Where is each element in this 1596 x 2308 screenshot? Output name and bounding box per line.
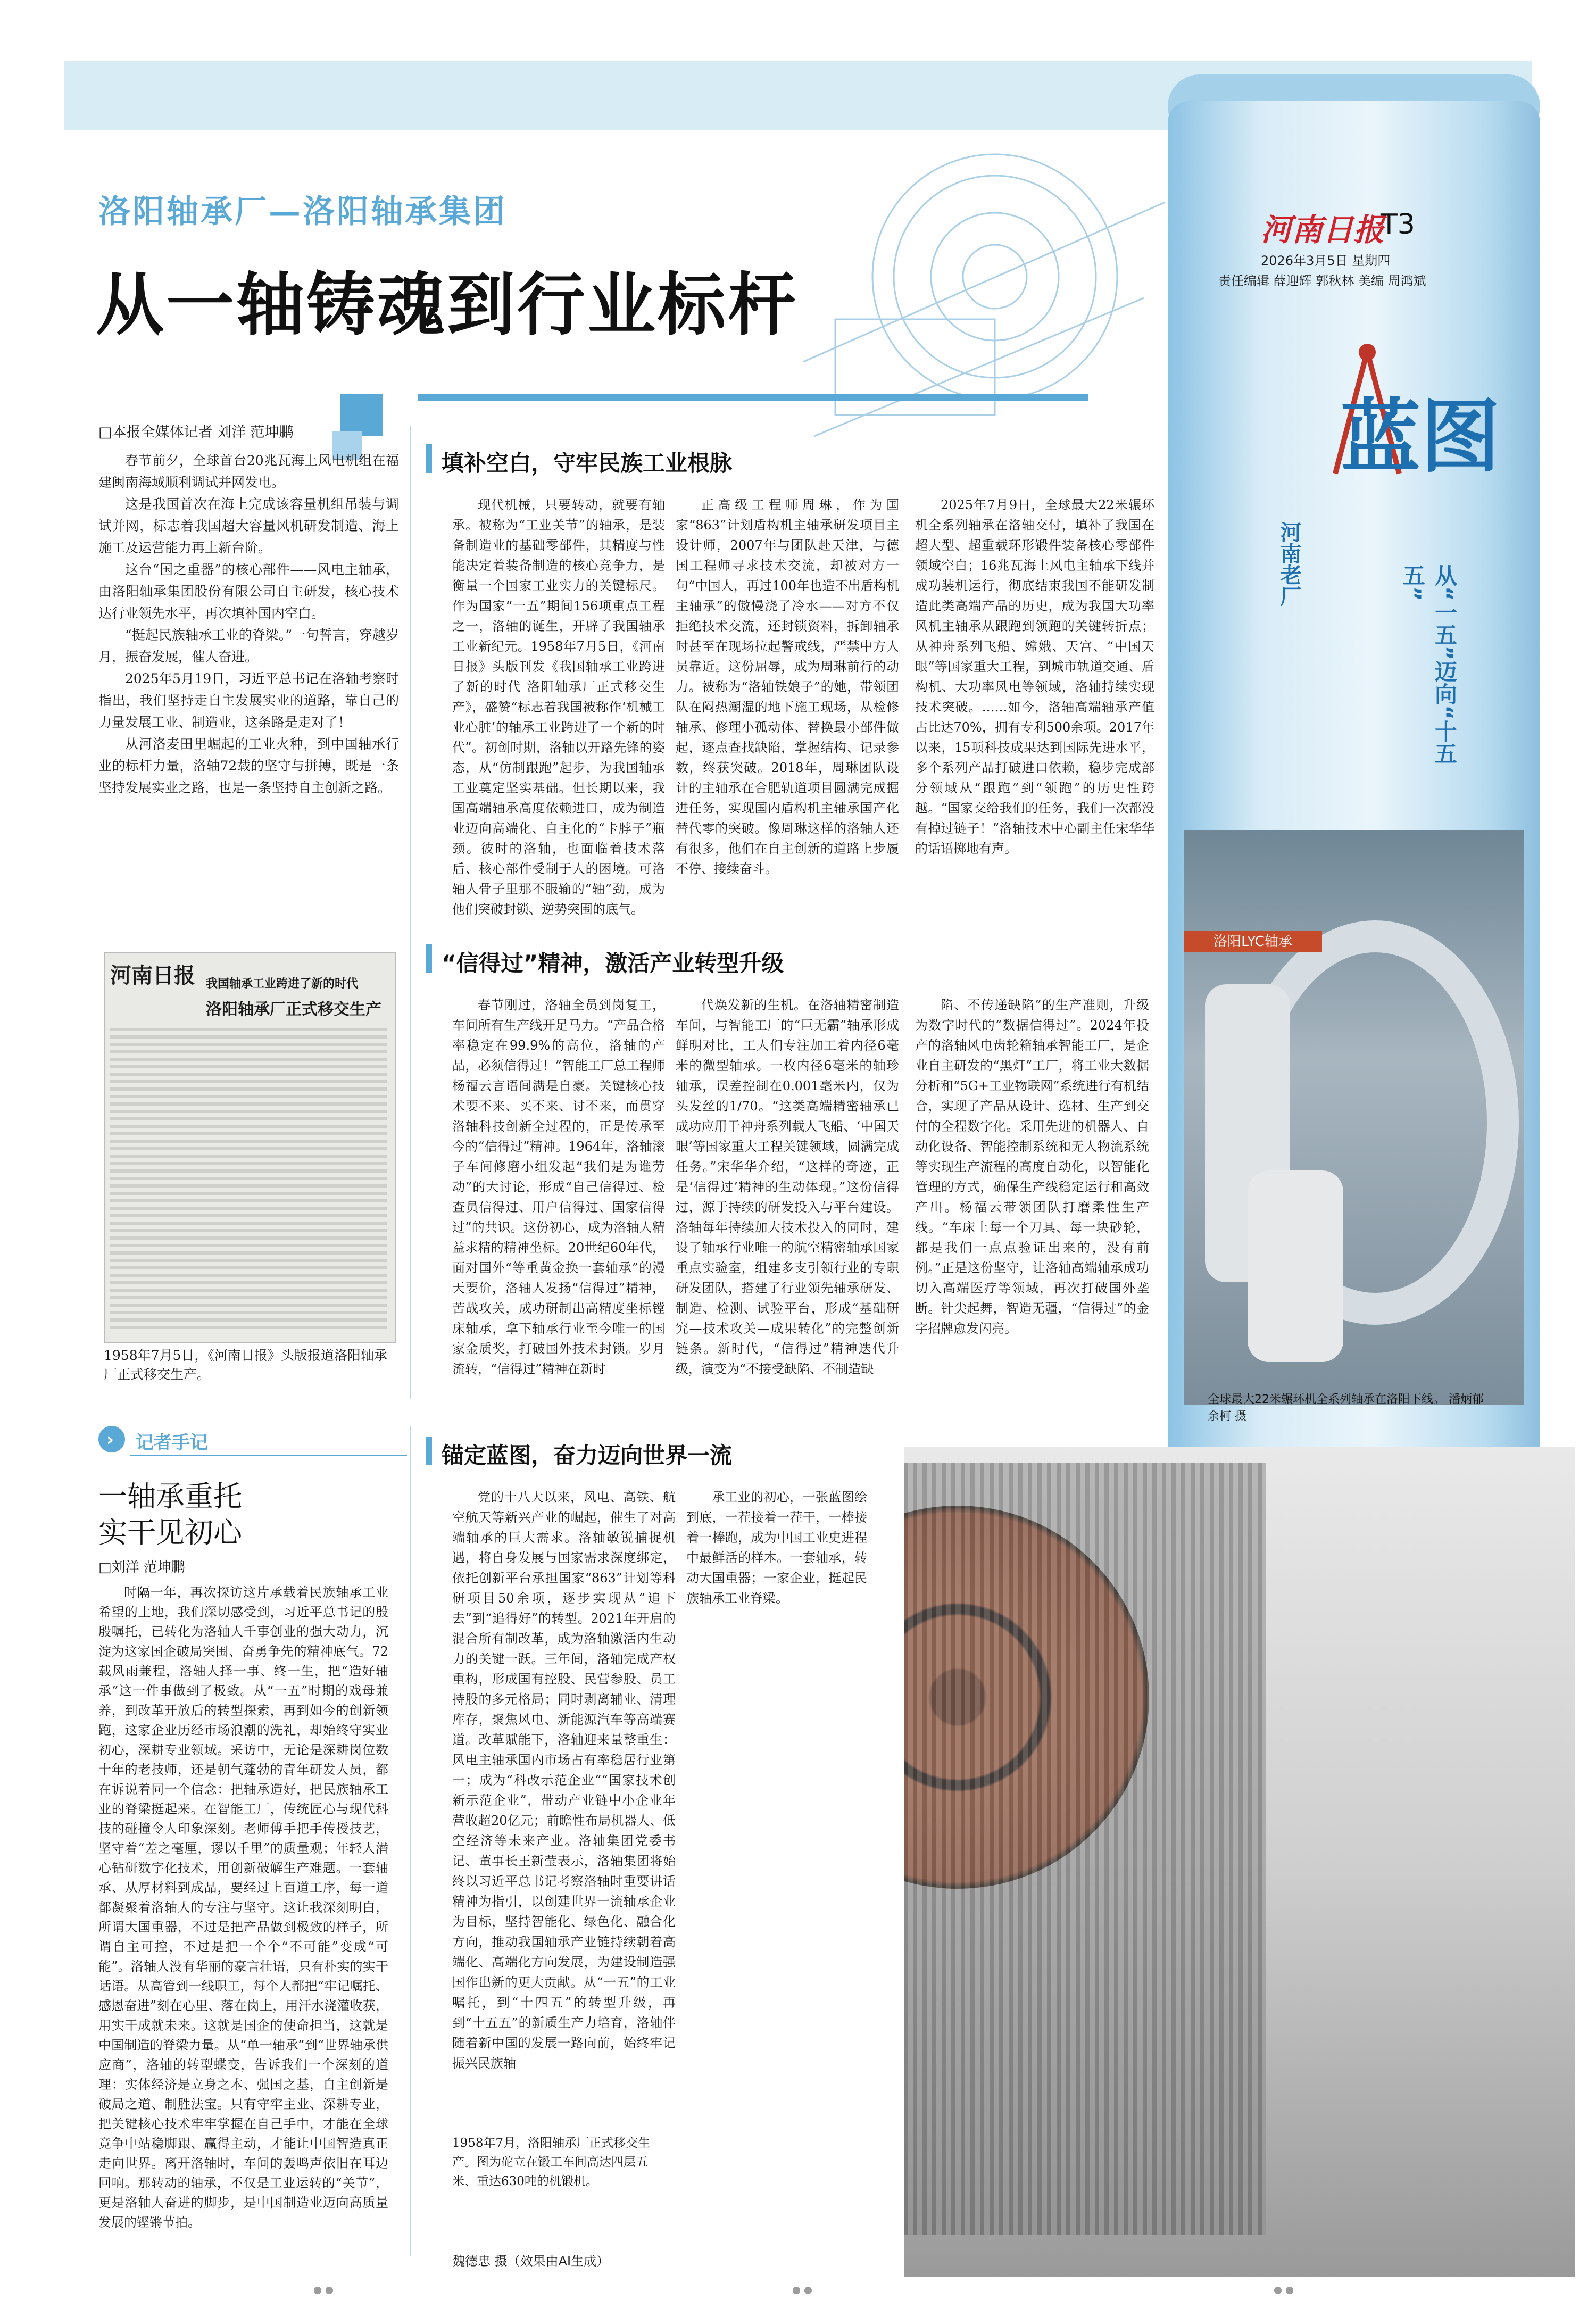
art-caption: 1958年7月，洛阳轴承厂正式移交生产。图为砣立在锻工车间高达四层五米、重达630吨的机锻机。 [452,2136,651,2188]
art-credit: 魏德忠 摄（效果由AI生成） [452,2254,610,2269]
column-rule [410,1426,411,2256]
paragraph: 2025年7月9日，全球最大22米辗环机全系列轴承在洛轴交付，填补了我国在超大型、超重载环形锻件装备核心零部件领域空白；16兆瓦海上风电主轴承下线并成功装机运行，彻底结束我国不能研发制造此类高端产品的历史，成为我国大功率风机主轴承从跟跑到领跑的关键转折点；从神舟系列飞船、嫦娥、天宫、“中国天眼”等国家重大工程，到城市轨道交通、盾构机、大功率风电等领域，洛轴持续实现技术突破。……如今，洛轴高端轴承产值占比达70%，拥有专利500余项。2017年以来，15项科技成果达到国际先进水平，多个系列产品打破进口依赖，稳步完成部分领域从“跟跑”到“领跑”的历史性跨越。“国家交给我们的任务，我们一次都没有掉过链子！”洛轴技术中心副主任宋华华的话语掷地有声。 [915,497,1154,856]
commentary-label: 记者手记 [136,1432,208,1454]
chevron-glyph: › [106,1429,114,1450]
bearing-photo-caption: 全球最大22米辗环机全系列轴承在洛阳下线。 潘炳郁 余柯 摄 [1208,1393,1484,1423]
page-dot [804,2287,812,2294]
section3-column [452,1487,676,2073]
lead-paragraph: 这台“国之重器”的核心部件——风电主轴承，由洛阳轴承集团股份有限公司自主研发，核心技术达行业领先水平，再次填补国内空白。 [98,562,399,621]
page-dot [326,2287,333,2294]
lead-paragraph: 从河洛麦田里崛起的工业火种，到中国轴承行业的标杆力量，洛轴72载的坚守与拼搏，既是一条坚持发展实业之路，也是一条坚持自主创新之路。 [98,736,399,795]
section-marker [426,944,432,973]
deco-square [340,394,383,436]
section-marker [426,1437,432,1465]
machine-body-artwork [894,1463,1266,2235]
section-heading: “信得过”精神，激活产业转型升级 [442,950,784,976]
byline: □本报全媒体记者 刘洋 范坤鹏 [98,424,294,441]
lead-paragraph: 春节前夕，全球首台20兆瓦海上风电机组在福建闽南海域顺利调试并网发电。 [98,453,399,490]
paragraph: 现代机械，只要转动，就要有轴承。被称为“工业关节”的轴承，是装备制造业的基础零部件，其精度与性能决定着装备制造的核心竞争力，是衡量一个国家工业实力的关键标尺。作为国家“一五”期间156项重点工程之一，洛轴的诞生，开辟了我国轴承工业新纪元。1958年7月5日，《河南日报》头版刊发《我国轴承工业跨进了新的时代 洛阳轴承厂正式移交生产》，盛赞“标志着我国被称作‘机械工业心脏’的轴承工业跨进了一个新的时代”。初创时期，洛轴以开路先锋的姿态，从“仿制跟跑”起步，为我国轴承工业奠定坚实基础。但长期以来，我国高端轴承高度依赖进口，成为制造业迈向高端化、自主化的“卡脖子”瓶颈。彼时的洛轴，也面临着技术落后、核心部件受制于人的困境。可洛轴人骨子里那不服输的“轴”劲，成为他们突破封锁、逆势突围的底气。 [452,497,665,917]
paragraph: 陷、不传递缺陷”的生产准则，升级为数字时代的“数据信得过”。2024年投产的洛轴风电齿轮箱轴承智能工厂，是企业自主研发的“黑灯”工厂，将工业大数据分析和“5G+工业物联网”系统进行有机结合，实现了产品从设计、选材、生产到交付的全程数字化。采用先进的机器人、自动化设备、智能控制系统和无人物流系统等实现生产流程的高度自动化，以智能化管理的方式，确保生产线稳定运行和高效产出。杨福云带领团队打磨柔性生产线。“车床上每一个刀具、每一块砂轮，都是我们一点点验证出来的，没有前例。”正是这份坚守，让洛轴高端轴承成功切入高端医疗等领域，再次打破国外垄断。针尖起舞，智造无疆，“信得过”的金字招牌愈发闪亮。 [915,998,1149,1336]
archival-headline: 洛阳轴承厂正式移交生产 [206,1000,381,1019]
section-heading: 填补空白，守牢民族工业根脉 [442,450,733,476]
masthead-logo: 河南日报 [1261,212,1385,248]
section1-column [676,495,899,879]
section1-column [452,495,665,919]
commentary-title: 实干见初心 [98,1516,242,1549]
dateline: 2026年3月5日 星期四 [1261,253,1391,268]
archival-headline: 我国轴承工业跨进了新的时代 [206,977,359,991]
section2-column [915,995,1149,1339]
factory-sign: 洛阳LYC轴承 [1184,931,1322,952]
commentary-title: 一轴承重托 [98,1480,242,1513]
page-number: T3 [1381,209,1415,240]
column-rule [410,426,411,1399]
page-dot [314,2287,321,2294]
paragraph: 春节刚过，洛轴全员到岗复工，车间所有生产线开足马力。“产品合格率稳定在99.9%的高位，洛轴的产品，必须信得过！”智能工厂总工程师杨福云言语间满是自豪。关键核心技术要不来、买不来、讨不来，而贯穿洛轴科技创新全过程的，正是传承至今的“信得过”精神。1964年，洛轴滚子车间修磨小组发起“我们是为谁劳动”的大讨论，形成“自己信得过、检查员信得过、用户信得过、国家信得过”的共识。这份初心，成为洛轴人精益求精的精神坐标。20世纪60年代，面对国外“等重黄金换一套轴承”的漫天要价，洛轴人发扬“信得过”精神，苦战攻关，成功研制出高精度坐标镗床轴承，拿下轴承行业至今唯一的国家金质奖，打破国外技术封锁。岁月流转，“信得过”精神在新时 [452,998,665,1376]
paragraph: 承工业的初心，一张蓝图绘到底，一茬接着一茬干，一棒接着一棒跑，成为中国工业史进程中最鲜活的样本。一套轴承，转动大国重器；一家企业，挺起民族轴承工业脊梁。 [686,1490,867,1606]
commentary-body [98,1583,388,2253]
page-dot [1274,2287,1282,2294]
section3-column [686,1487,867,1608]
page-dot [1286,2287,1293,2294]
bearing-photo [1184,830,1524,1405]
archival-caption: 1958年7月5日，《河南日报》头版报道洛阳轴承厂正式移交生产。 [104,1348,387,1382]
editor-credits: 责任编辑 薛迎辉 郭秋林 美编 周鸿斌 [1218,273,1426,288]
worker-figure [1248,1170,1343,1362]
lead-paragraph: “挺起民族轴承工业的脊梁。”一句誓言，穿越岁月，振奋发展，催人奋进。 [98,627,399,665]
commentary-rule [130,1455,407,1456]
section2-column [452,995,665,1379]
column-subtitle: 河南老厂 [1277,521,1301,607]
column-title-char: 蓝图 [1341,391,1501,484]
lead-column [98,450,399,799]
archival-newspaper-image [104,952,396,1343]
paragraph: 党的十八大以来，风电、高铁、航空航天等新兴产业的崛起，催生了对高端轴承的巨大需求。洛轴敏锐捕捉机遇，将自身发展与国家需求深度绑定，依托创新平台承担国家“863”计划等科研项目50余项，逐步实现从“追下去”到“追得好”的转型。2021年开启的混合所有制改革，成为洛轴激活内生动力的关键一跃。三年间，洛轴完成产权重构，形成国有控股、民营参股、员工持股的多元格局；同时剥离辅业、清理库存，聚焦风电、新能源汽车等高端赛道。改革赋能下，洛轴迎来量整重生：风电主轴承国内市场占有率稳居行业第一；成为“科改示范企业”“国家技术创新示范企业”，带动产业链中小企业年营收超20亿元；前瞻性布局机器人、低空经济等未来产业。洛轴集团党委书记、董事长王新莹表示，洛轴集团将始终以习近平总书记考察洛轴时重要讲话精神为指引，以创建世界一流轴承企业为目标，坚持智能化、绿色化、融合化方向，推动我国轴承产业链持续朝着高端化、高端化方向发展，为建设制造强国作出新的更大贡献。从“一五”的工业嘱托，到“十四五”的转型升级，再到“十五五”的新质生产力培育，洛轴伴随着新中国的发展一路向前，始终牢记振兴民族轴 [452,1490,676,2071]
blueprint-illustration [771,138,1176,489]
lead-paragraph: 2025年5月19日，习近平总书记在洛轴考察时指出，我们坚持走自主发展实业的道路，靠自己的力量发展工业、制造业，这条路是走对了！ [98,671,399,730]
paragraph: 代焕发新的生机。在洛轴精密制造车间，与智能工厂的“巨无霸”轴承形成鲜明对比，工人们专注加工着内径6毫米的微型轴承。一枚内径6毫米的轴珍轴承，误差控制在0.001毫米内，仅为头发丝的1/70。“这类高端精密轴承已成功应用于神舟系列载人飞船、‘中国天眼’等国家重大工程关键领域，圆满完成任务。”宋华华介绍，“这样的奇迹，正是‘信得过’精神的生动体现。”这份信得过，源于持续的研发投入与平台建设。洛轴每年持续加大技术投入的同时，建设了轴承行业唯一的航空精密轴承国家重点实验室，组建多支引领行业的专职研发团队，搭建了行业领先轴承研发、制造、检测、试验平台，形成“基础研究—技术攻关—成果转化”的完整创新链条。新时代，“信得过”精神迭代升级，演变为“不接受缺陷、不制造缺 [676,998,899,1376]
paragraph: 时隔一年，再次探访这片承载着民族轴承工业希望的土地，我们深切感受到，习近平总书记的殷殷嘱托，已转化为洛轴人千事创业的强大动力，沉淀为这家国企破局突围、奋勇争先的精神底气。72载风雨兼程，洛轴人择一事、终一生，把“造好轴承”这一件事做到了极致。从“一五”时期的戏母兼养，到改革开放后的转型探索，再到如今的创新领跑，这家企业历经市场浪潮的洗礼，却始终守实业初心，深耕专业领域。采访中，无论是深耕岗位数十年的老技师，还是朝气蓬勃的青年研发人员，都在诉说着同一个信念：把轴承造好，把民族轴承工业的脊梁挺起来。在智能工厂，传统匠心与现代科技的碰撞令人印象深刻。老师傅手把手传授技艺，坚守着“差之毫厘，谬以千里”的质量观；年轻人潜心钻研数字化技术，用创新破解生产难题。一套轴承、从厚材料到成品，要经过上百道工序，每一道都凝聚着洛轴人的专注与坚守。这让我深刻明白，所谓大国重器，不过是把产品做到极致的样子，所谓自主可控，不过是把一个个“不可能”变成“可能”。洛轴人没有华丽的豪言壮语，只有朴实的实干话语。从高管到一线职工，每个人都把“牢记嘱托、感恩奋进”刻在心里、落在岗上，用汗水浇灌收获，用实干成就未来。这就是国企的使命担当，这就是中国制造的脊梁力量。从“单一轴承”到“世界轴承供应商”，洛轴的转型蝶变，告诉我们一个深刻的道理：实体经济是立身之本、强国之基，自主创新是破局之道、制胜法宝。只有守牢主业、深耕专业，把关键核心技术牢牢掌握在自己手中，才能在全球竞争中站稳脚跟、赢得主动，才能让中国智造真正走向世界。离开洛轴时，车间的轰鸣声依旧在耳边回响。那转动的轴承，不仅是工业运转的“关节”，更是洛轴人奋进的脚步，是中国制造业迈向高质量发展的铿锵节拍。 [98,1585,388,2230]
archival-text-block [110,1028,387,1331]
commentary-byline: □刘洋 范坤鹏 [98,1559,185,1575]
section-marker [426,444,432,473]
archival-masthead: 河南日报 [110,963,195,988]
deco-rule [418,394,1088,401]
paragraph: 正高级工程师周琳，作为国家“863”计划盾构机主轴承研发项目主设计师，2007年与团队赴天津，与德国工程师寻求技术交流，却被对方一句“中国人，再过100年也造不出盾构机主轴承”的傲慢浇了冷水——对方不仅拒绝技术交流，还封锁资料，拆卸轴承时甚至在现场拉起警戒线，严禁中方人员靠近。这份屈辱，成为周琳前行的动力。被称为“洛轴铁娘子”的她，带领团队在闷热潮湿的地下施工现场，从检修轴承、修理小孤动体、替换最小部件做起，逐点查找缺陷，掌握结构、记录参数，终获突破。2018年，周琳团队设计的主轴承在合肥轨道项目圆满完成掘进任务，实现国内盾构机主轴承国产化替代零的突破。像周琳这样的洛轴人还有很多，他们在自主创新的道路上步履不停、接续奋斗。 [676,497,899,876]
page-kicker: 洛阳轴承厂—洛阳轴承集团 [98,193,507,230]
page-dot [793,2287,800,2294]
section1-column [915,495,1154,859]
section-heading: 锚定蓝图，奋力迈向世界一流 [442,1442,733,1468]
column-slogan: 从“一五”迈向“十五五” [1400,564,1458,765]
lead-paragraph: 这是我国首次在海上完成该容量机组吊装与调试并网，标志着我国超大容量风机研发制造、海上施工及运营能力再上新台阶。 [98,496,399,555]
page-headline: 从一轴铸魂到行业标杆 [96,265,799,345]
section2-column [676,995,899,1379]
